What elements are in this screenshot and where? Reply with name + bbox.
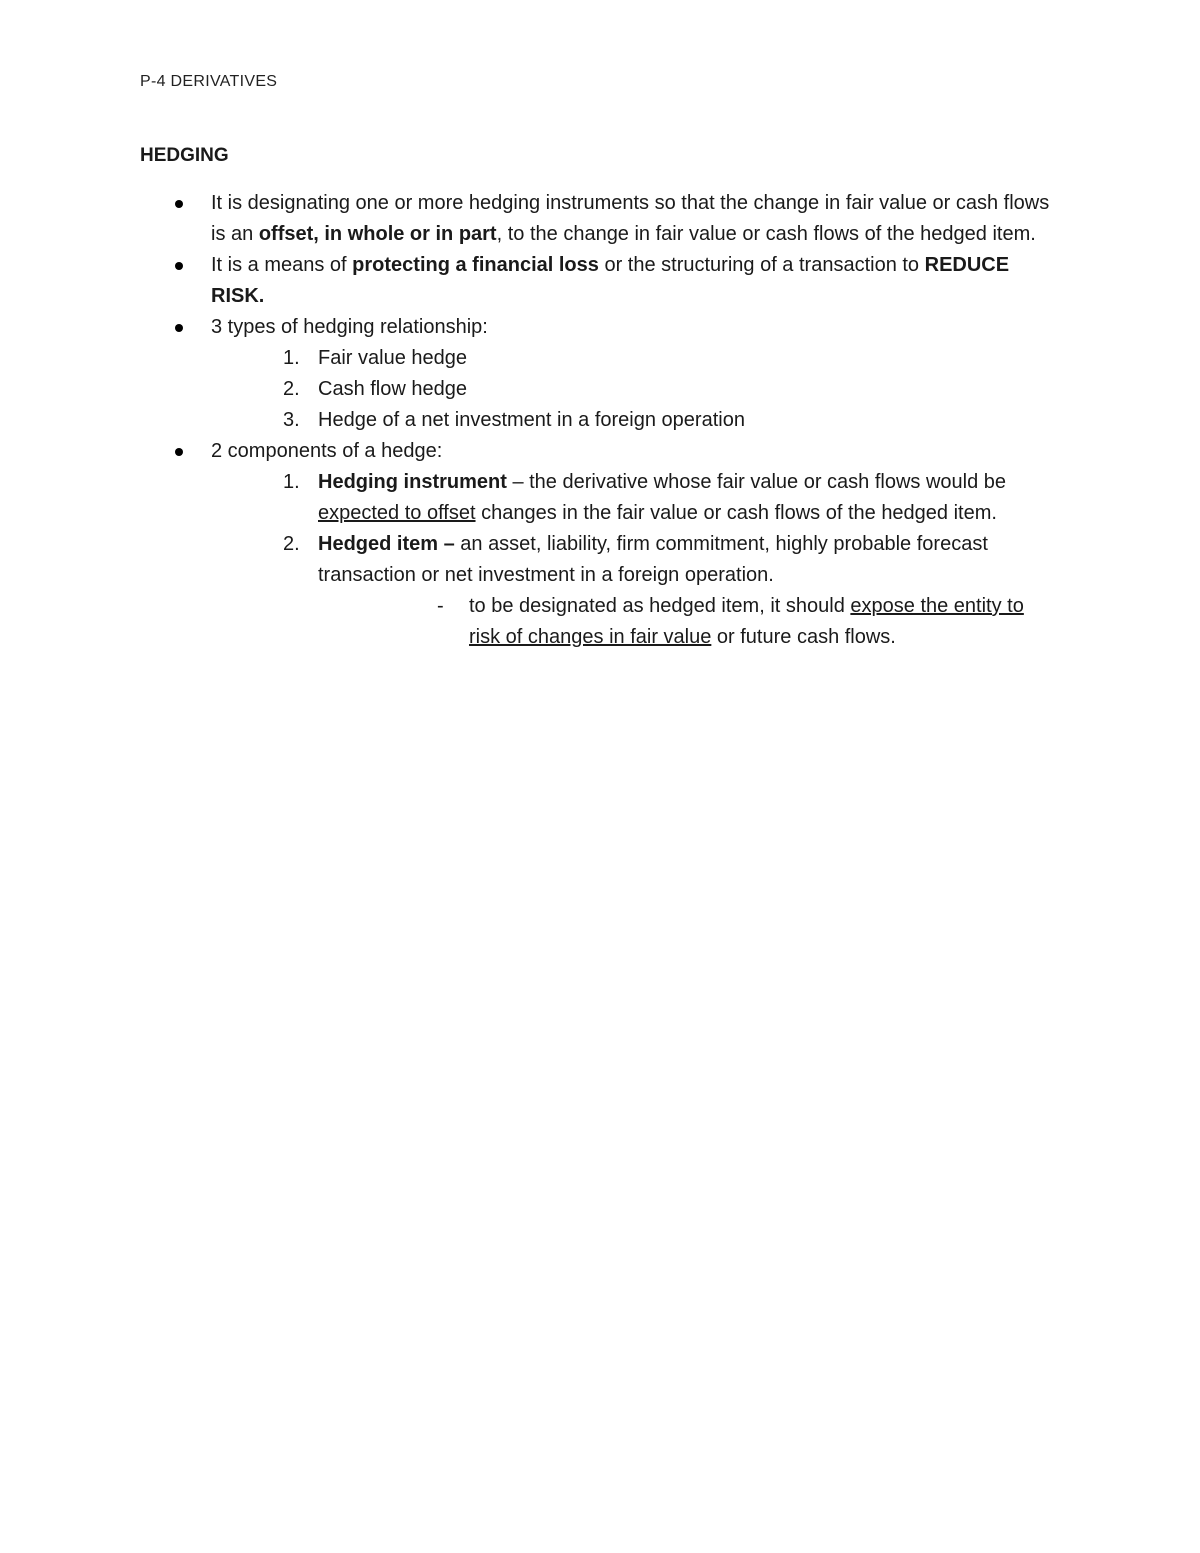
bullet-item-types: 3 types of hedging relationship: [0,312,1061,343]
list-item: 1. Fair value hedge [0,343,1063,374]
document-body [0,188,1200,653]
dash-marker: - [437,595,444,617]
bullet-item-definition: It is designating one or more hedging instruments so that the change in fair value or cash flows is an offset, in whole or in part, to the change in fair value or cash flows of the hedged item. [0,188,1061,250]
list-number: 1. [283,471,300,493]
sub-item-hedged-item-note: - to be designated as hedged item, it should expose the entity to risk of changes in fair value or future cash flows. [0,591,1059,653]
bullet-item-purpose: It is a means of protecting a financial loss or the structuring of a transaction to REDUCE RISK. [0,250,1061,312]
list-number: 1. [283,347,300,369]
bullet-icon [175,200,183,208]
list-item-hedging-instrument: 1. Hedging instrument – the derivative whose fair value or cash flows would be expected to offset changes in the fair value or cash flows of the hedged item. [0,467,1063,529]
list-number: 3. [283,409,300,431]
list-number: 2. [283,533,300,555]
bullet-icon [175,324,183,332]
list-item: 3. Hedge of a net investment in a foreign operation [0,405,1063,436]
bullet-item-components: 2 components of a hedge: [0,436,1061,467]
section-heading: HEDGING [140,145,229,166]
list-item-hedged-item: 2. Hedged item – an asset, liability, firm commitment, highly probable forecast transaction or net investment in a foreign operation. [0,529,1063,591]
page-header: P-4 DERIVATIVES [140,73,278,90]
list-number: 2. [283,378,300,400]
bullet-icon [175,448,183,456]
bullet-icon [175,262,183,270]
list-item: 2. Cash flow hedge [0,374,1063,405]
